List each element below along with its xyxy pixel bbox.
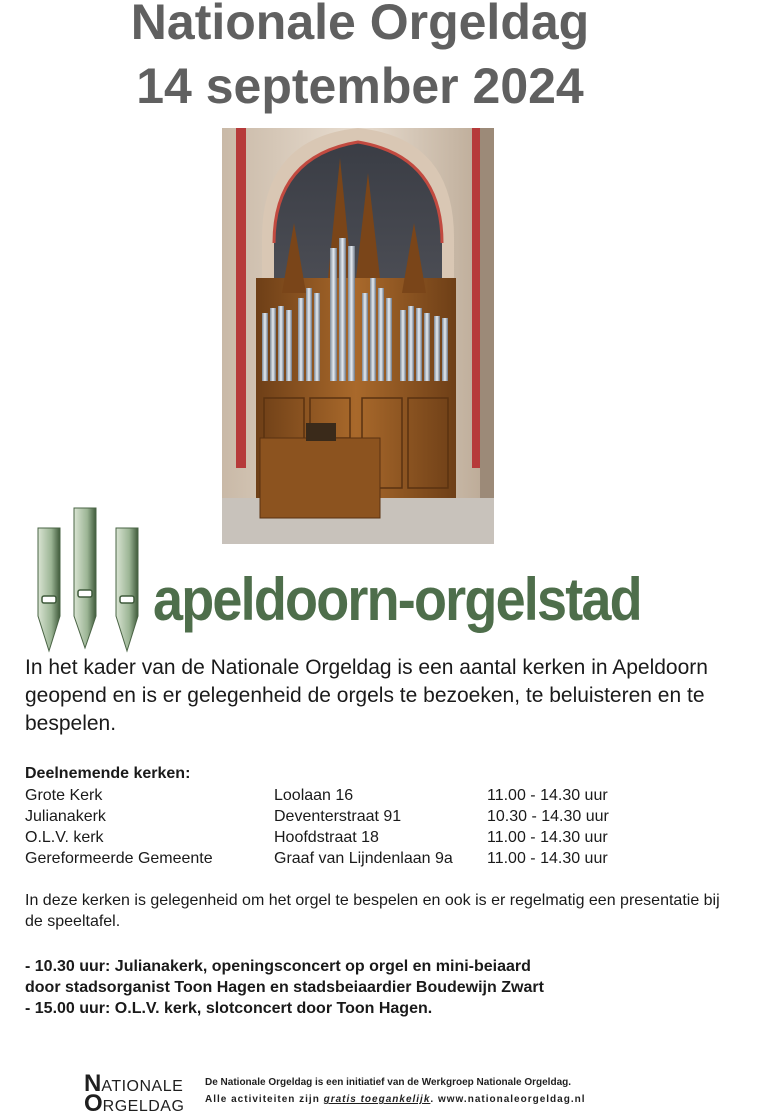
event-line: - 15.00 uur: O.L.V. kerk, slotconcert door Toon Hagen. — [25, 1000, 433, 1017]
free-entry-note: gratis toegankelijk — [323, 1094, 431, 1105]
church-address: Loolaan 16 — [274, 787, 354, 804]
organ-pipes-logo — [36, 506, 146, 656]
footer-line-1: De Nationale Orgeldag is een initiatief van de Werkgroep Nationale Orgeldag. — [205, 1077, 572, 1088]
event-date: 14 september 2024 — [136, 58, 584, 114]
church-time: 11.00 - 14.30 uur — [487, 829, 608, 846]
events-list — [25, 956, 745, 1019]
event-line: door stadsorganist Toon Hagen en stadsbeiaardier Boudewijn Zwart — [25, 979, 544, 996]
event-line: - 10.30 uur: Julianakerk, openingsconcert op orgel en mini-beiaard — [25, 958, 531, 975]
church-time: 11.00 - 14.30 uur — [487, 787, 608, 804]
church-address: Hoofdstraat 18 — [274, 829, 379, 846]
church-name: Gereformeerde Gemeente — [25, 850, 213, 867]
page-title: Nationale Orgeldag — [130, 0, 590, 50]
church-time: 11.00 - 14.30 uur — [487, 850, 608, 867]
church-name: Grote Kerk — [25, 787, 103, 804]
church-row — [25, 806, 745, 827]
website-link[interactable]: . www.nationaleorgeldag.nl — [430, 1094, 586, 1105]
church-address: Graaf van Lijndenlaan 9a — [274, 850, 453, 867]
church-name: O.L.V. kerk — [25, 829, 104, 846]
church-name: Julianakerk — [25, 808, 106, 825]
church-row — [25, 827, 745, 848]
footer-line-2: Alle activiteiten zijn gratis toegankelijk. www.nationaleorgeldag.nl — [205, 1094, 586, 1105]
church-row — [25, 848, 745, 869]
intro-paragraph: In het kader van de Nationale Orgeldag is een aantal kerken in Apeldoorn geopend en is er gelegenheid de orgels te bezoeken, te beluisteren en te bespelen. — [25, 656, 708, 735]
church-address: Deventerstraat 91 — [274, 808, 402, 825]
brand-title: apeldoorn-orgelstad — [153, 566, 641, 633]
footer-text — [205, 1074, 586, 1108]
church-row — [25, 785, 745, 806]
nationale-orgeldag-logo: NATIONALE ORGELDAG — [84, 1070, 185, 1117]
church-organ-photo — [222, 128, 494, 544]
info-paragraph: In deze kerken is gelegenheid om het orgel te bespelen en ook is er regelmatig een presentatie bij de speeltafel. — [25, 892, 720, 930]
church-time: 10.30 - 14.30 uur — [487, 808, 609, 825]
churches-heading: Deelnemende kerken: — [25, 765, 191, 782]
